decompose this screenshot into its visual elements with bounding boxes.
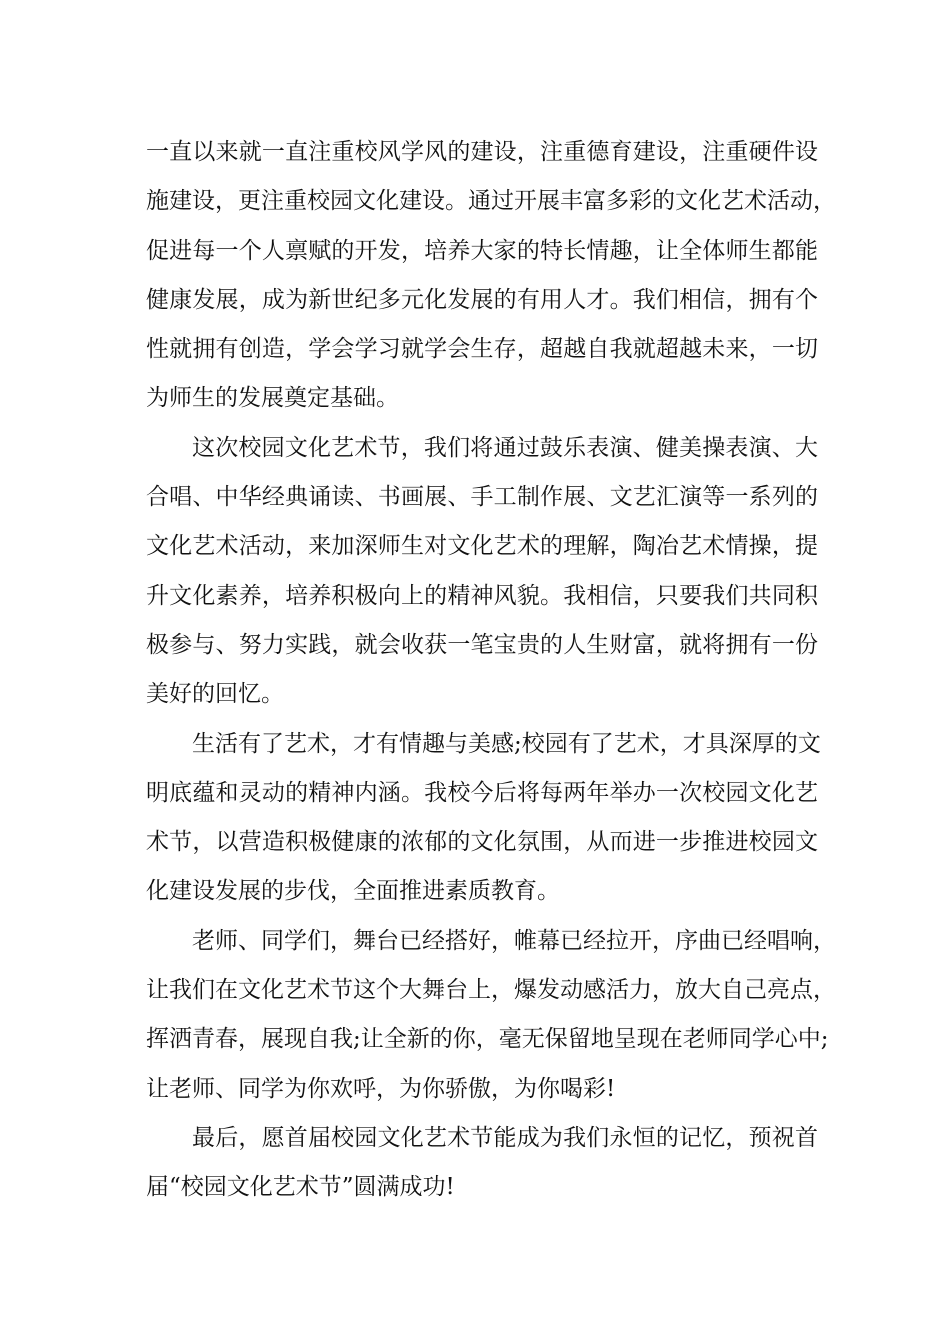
text-line: 老师、同学们，舞台已经搭好，帷幕已经拉开，序曲已经唱响，: [192, 927, 836, 954]
text-line: 明底蕴和灵动的精神内涵。我校今后将每两年举办一次校园文化艺: [146, 779, 818, 806]
text-line: 这次校园文化艺术节，我们将通过鼓乐表演、健美操表演、大: [192, 434, 818, 461]
text-line: 性就拥有创造，学会学习就学会生存，超越自我就超越未来，一切: [146, 336, 818, 363]
text-line: 挥洒青春，展现自我;让全新的你，毫无保留地呈现在老师同学心中;: [146, 1026, 829, 1053]
text-line: 促进每一个人禀赋的开发，培养大家的特长情趣，让全体师生都能: [146, 237, 818, 264]
text-line: 生活有了艺术，才有情趣与美感;校园有了艺术，才具深厚的文: [192, 730, 821, 757]
text-line: 美好的回忆。: [146, 681, 284, 708]
text-line: 一直以来就一直注重校风学风的建设，注重德育建设，注重硬件设: [146, 139, 818, 165]
text-line: 升文化素养，培养积极向上的精神风貌。我相信，只要我们共同积: [146, 582, 818, 609]
text-line: 合唱、中华经典诵读、书画展、手工制作展、文艺汇演等一系列的: [146, 484, 818, 511]
text-line: 届“校园文化艺术节”圆满成功!: [146, 1174, 455, 1201]
text-line: 文化艺术活动，来加深师生对文化艺术的理解，陶冶艺术情操，提: [146, 533, 818, 560]
text-line: 让老师、同学为你欢呼，为你骄傲，为你喝彩!: [146, 1075, 616, 1102]
text-line: 为师生的发展奠定基础。: [146, 385, 399, 412]
text-line: 极参与、努力实践，就会收获一笔宝贵的人生财富，就将拥有一份: [146, 631, 818, 658]
text-line: 化建设发展的步伐，全面推进素质教育。: [146, 878, 560, 905]
document-body: [146, 128, 836, 1213]
text-line: 施建设，更注重校园文化建设。通过开展丰富多彩的文化艺术活动，: [146, 188, 836, 215]
text-line: 术节，以营造积极健康的浓郁的文化氛围，从而进一步推进校园文: [146, 829, 818, 856]
text-line: 让我们在文化艺术节这个大舞台上，爆发动感活力，放大自己亮点，: [146, 977, 836, 1004]
text-line: 最后，愿首届校园文化艺术节能成为我们永恒的记忆，预祝首: [192, 1124, 818, 1151]
text-line: 健康发展，成为新世纪多元化发展的有用人才。我们相信，拥有个: [146, 286, 818, 313]
